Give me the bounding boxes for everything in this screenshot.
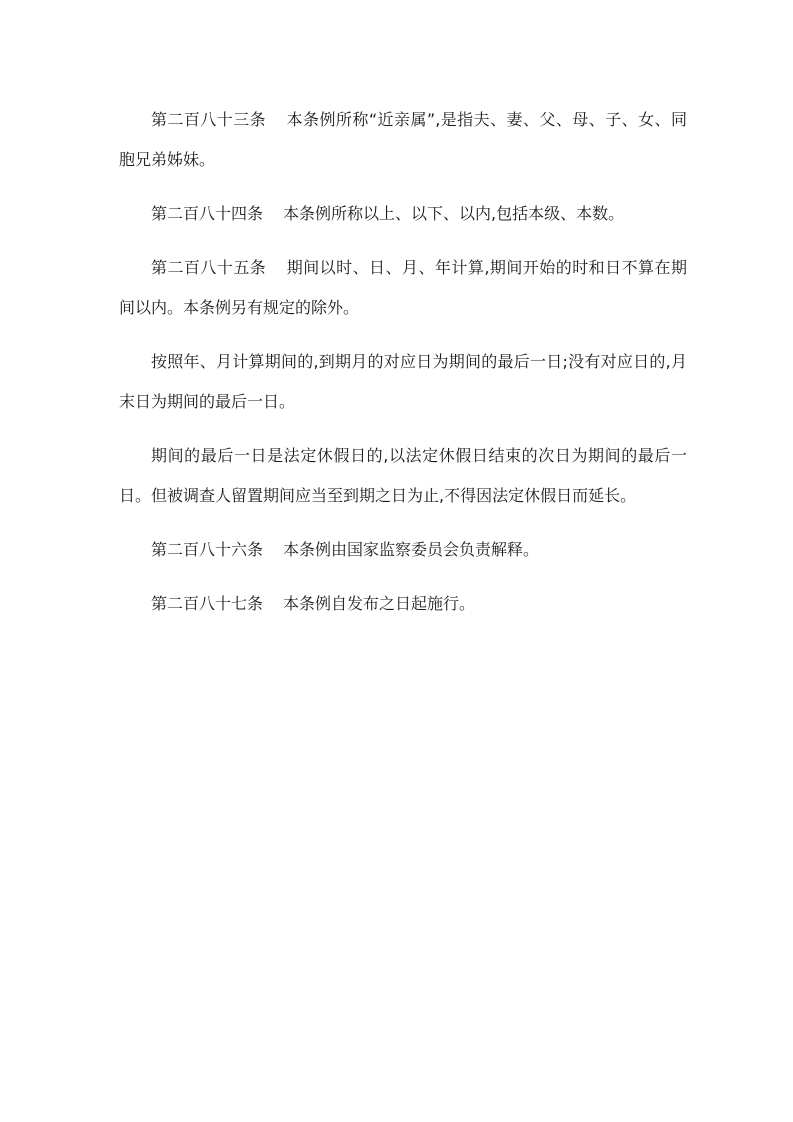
paragraph-text: 本条例所称以上、以下、以内,包括本级、本数。 [283,204,625,223]
article-number: 第二百八十五条 [151,258,267,277]
paragraph-text: 本条例所称“近亲属”,是指夫、妻、父、母、子、女、同胞兄弟姊妹。 [119,110,687,169]
paragraph-article-285-clause-2 [119,342,687,422]
paragraph-article-287 [119,584,687,624]
paragraph-article-283 [119,100,687,180]
document-body [119,100,687,638]
article-number: 第二百八十四条 [151,204,264,223]
paragraph-article-284 [119,194,687,234]
paragraph-text: 按照年、月计算期间的,到期月的对应日为期间的最后一日;没有对应日的,月末日为期间的最后一日。 [119,352,687,411]
paragraph-text: 本条例自发布之日起施行。 [283,594,476,613]
paragraph-article-285-clause-3 [119,436,687,516]
article-number: 第二百八十七条 [151,594,264,613]
paragraph-article-285 [119,248,687,328]
paragraph-text: 期间的最后一日是法定休假日的,以法定休假日结束的次日为期间的最后一日。但被调查人留置期间应当至到期之日为止,不得因法定休假日而延长。 [119,446,687,505]
article-number: 第二百八十三条 [151,110,267,129]
paragraph-text: 本条例由国家监察委员会负责解释。 [283,540,540,559]
paragraph-article-286 [119,530,687,570]
paragraph-text: 期间以时、日、月、年计算,期间开始的时和日不算在期间以内。本条例另有规定的除外。 [119,258,687,317]
article-number: 第二百八十六条 [151,540,264,559]
